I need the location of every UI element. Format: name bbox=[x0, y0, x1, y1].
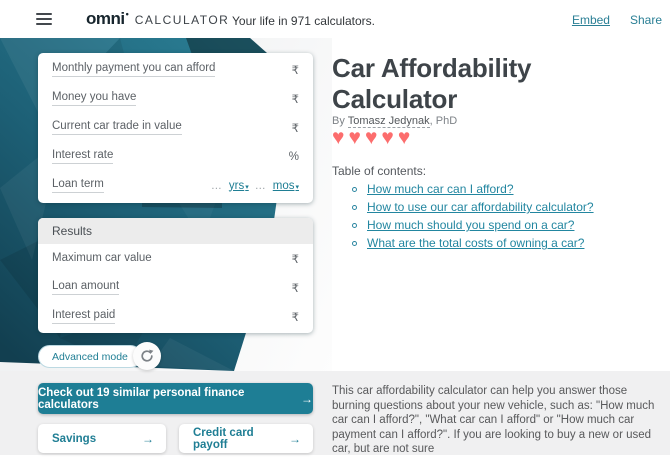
currency-unit[interactable]: ₹ bbox=[291, 122, 299, 135]
credit-card-payoff-button[interactable]: Credit card payoff → bbox=[179, 424, 313, 453]
toc-item bbox=[352, 219, 594, 231]
refresh-icon bbox=[139, 348, 155, 364]
result-label[interactable]: Loan amount bbox=[52, 280, 119, 295]
result-row-maximum-car-value bbox=[38, 244, 313, 273]
table-of-contents bbox=[352, 183, 594, 255]
site-tagline: Your life in 971 calculators. bbox=[232, 14, 375, 28]
currency-unit[interactable]: ₹ bbox=[291, 311, 299, 324]
share-link[interactable]: Share bbox=[629, 13, 662, 27]
months-unit-dropdown[interactable]: mos▾ bbox=[272, 179, 299, 192]
toc-link-how-much-spend[interactable]: How much should you spend on a car? bbox=[367, 218, 575, 232]
heart-icon: ♥ bbox=[332, 126, 349, 149]
advanced-mode-button[interactable]: Advanced mode bbox=[38, 345, 142, 368]
input-row-money-you-have[interactable] bbox=[38, 84, 313, 113]
intro-paragraph: This car affordability calculator can help you answer those burning questions about your new vehicle, such as: "How much car can I afford?", "What car can I afford" or "How much car payment can I afford?". If you are looking to buy a new or used car, but are not sure bbox=[332, 385, 655, 456]
input-row-monthly-payment[interactable] bbox=[38, 55, 313, 84]
toc-title: Table of contents: bbox=[332, 164, 427, 178]
input-row-interest-rate[interactable] bbox=[38, 142, 313, 171]
calculator-results-card bbox=[38, 218, 313, 333]
input-row-loan-term[interactable] bbox=[38, 171, 313, 200]
years-unit-dropdown[interactable]: yrs▾ bbox=[228, 179, 249, 192]
toc-link-total-costs[interactable]: What are the total costs of owning a car? bbox=[367, 236, 585, 250]
byline: By Tomasz Jedynak, PhD bbox=[332, 115, 458, 127]
toc-item bbox=[352, 237, 594, 249]
results-header: Results bbox=[38, 218, 313, 244]
currency-unit[interactable]: ₹ bbox=[291, 282, 299, 295]
menu-icon[interactable] bbox=[36, 13, 52, 25]
top-header bbox=[0, 0, 670, 38]
loan-term-years-input[interactable]: … bbox=[210, 179, 223, 192]
page-title: Car Affordability Calculator bbox=[332, 53, 532, 114]
input-label[interactable]: Loan term bbox=[52, 178, 104, 193]
arrow-right-icon: → bbox=[289, 431, 301, 446]
similar-calculators-button[interactable]: Check out 19 similar personal finance calculators → bbox=[38, 383, 313, 414]
bullet-circle-icon bbox=[352, 187, 357, 192]
result-label: Maximum car value bbox=[52, 251, 152, 264]
reset-button[interactable] bbox=[133, 342, 161, 370]
arrow-right-icon: → bbox=[301, 391, 313, 406]
toc-link-how-much-car[interactable]: How much car can I afford? bbox=[367, 182, 514, 196]
logo-calculator-text: CALCULATOR bbox=[134, 13, 230, 27]
percent-unit[interactable]: % bbox=[288, 150, 299, 163]
currency-unit[interactable]: ₹ bbox=[291, 93, 299, 106]
heart-icon: ♥ bbox=[381, 126, 398, 149]
heart-icon: ♥ bbox=[348, 126, 365, 149]
heart-icon: ♥ bbox=[364, 126, 382, 149]
result-row-loan-amount bbox=[38, 273, 313, 302]
toc-item bbox=[352, 201, 594, 213]
result-row-interest-paid bbox=[38, 302, 313, 331]
heart-icon: ♥ bbox=[397, 126, 415, 149]
input-row-trade-in-value[interactable] bbox=[38, 113, 313, 142]
embed-link[interactable]: Embed bbox=[571, 13, 610, 27]
savings-calculator-button[interactable]: Savings → bbox=[38, 424, 166, 453]
input-label[interactable]: Money you have bbox=[52, 91, 136, 106]
omni-logo[interactable] bbox=[86, 9, 229, 29]
calculator-inputs-card bbox=[38, 53, 313, 203]
bullet-circle-icon bbox=[352, 241, 357, 246]
currency-unit[interactable]: ₹ bbox=[291, 253, 299, 266]
input-label[interactable]: Interest rate bbox=[52, 149, 113, 164]
toc-item bbox=[352, 183, 594, 195]
logo-dot: • bbox=[125, 9, 129, 19]
currency-unit[interactable]: ₹ bbox=[291, 64, 299, 77]
result-label[interactable]: Interest paid bbox=[52, 309, 115, 324]
arrow-right-icon: → bbox=[142, 431, 154, 446]
input-label[interactable]: Monthly payment you can afford bbox=[52, 62, 215, 77]
bullet-circle-icon bbox=[352, 205, 357, 210]
logo-omni-text: omni bbox=[86, 9, 125, 28]
chevron-down-icon: ▾ bbox=[295, 183, 299, 191]
bullet-circle-icon bbox=[352, 223, 357, 228]
loan-term-months-input[interactable]: … bbox=[254, 179, 267, 192]
rating-hearts bbox=[332, 126, 414, 150]
chevron-down-icon: ▾ bbox=[245, 183, 249, 191]
author-link[interactable]: Tomasz Jedynak bbox=[347, 115, 430, 127]
toc-link-how-to-use[interactable]: How to use our car affordability calculator? bbox=[367, 200, 594, 214]
input-label[interactable]: Current car trade in value bbox=[52, 120, 182, 135]
